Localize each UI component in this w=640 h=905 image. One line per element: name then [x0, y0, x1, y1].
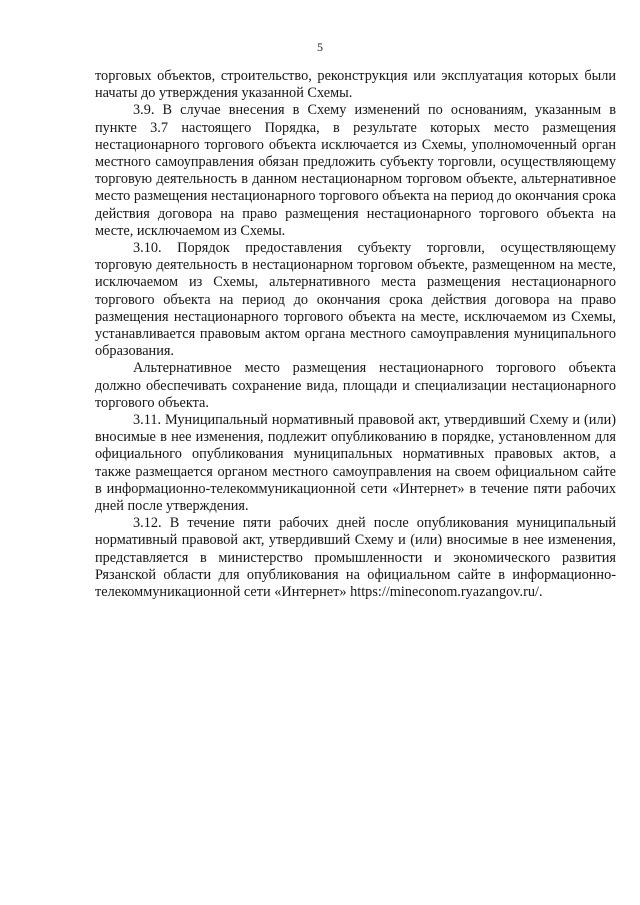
document-body	[95, 68, 616, 601]
paragraph-3-11: 3.11. Муниципальный нормативный правовой акт, утвердивший Схему и (или) вносимые в нее изменения, подлежит опубликованию в порядке, установленном для официального опубликования муниципальных нормативных правовых актов, а также размещается органом местного самоуправления на своем официальном сайте в информационно-телекоммуникационной сети «Интернет» в течение пяти рабочих дней после утверждения.	[95, 412, 616, 515]
paragraph-3-10: 3.10. Порядок предоставления субъекту торговли, осуществляющему торговую деятельность в нестационарном торговом объекте, размещенном на месте, исключаемом из Схемы, альтернативного места размещения нестационарного торгового объекта на период до окончания срока действия договора на право размещения нестационарного торгового объекта на месте, исключаемом из Схемы, устанавливается правовым актом органа местного самоуправления муниципального образования.	[95, 240, 616, 360]
paragraph-3-12: 3.12. В течение пяти рабочих дней после опубликования муниципальный нормативный правовой акт, утвердивший Схему и (или) вносимые в нее изменения, представляется в министерство промышленности и экономического развития Рязанской области для опубликования на официальном сайте в информационно-телекоммуникационной сети «Интернет» https://mineconom.ryazangov.ru/.	[95, 515, 616, 601]
page-number: 5	[317, 40, 323, 54]
paragraph-continuation: торговых объектов, строительство, реконструкция или эксплуатация которых были начаты до утверждения указанной Схемы.	[95, 68, 616, 102]
paragraph-alternative-place: Альтернативное место размещения нестационарного торгового объекта должно обеспечивать сохранение вида, площади и специализации нестационарного торгового объекта.	[95, 360, 616, 411]
paragraph-3-9: 3.9. В случае внесения в Схему изменений по основаниям, указанным в пункте 3.7 настоящего Порядка, в результате которых место размещения нестационарного торгового объекта исключается из Схемы, уполномоченный орган местного самоуправления обязан предложить субъекту торговли, осуществляющему торговую деятельность в данном нестационарном торговом объекте, альтернативное место размещения нестационарного торгового объекта на период до окончания срока действия договора на право размещения нестационарного торгового объекта на месте, исключаемом из Схемы.	[95, 102, 616, 239]
